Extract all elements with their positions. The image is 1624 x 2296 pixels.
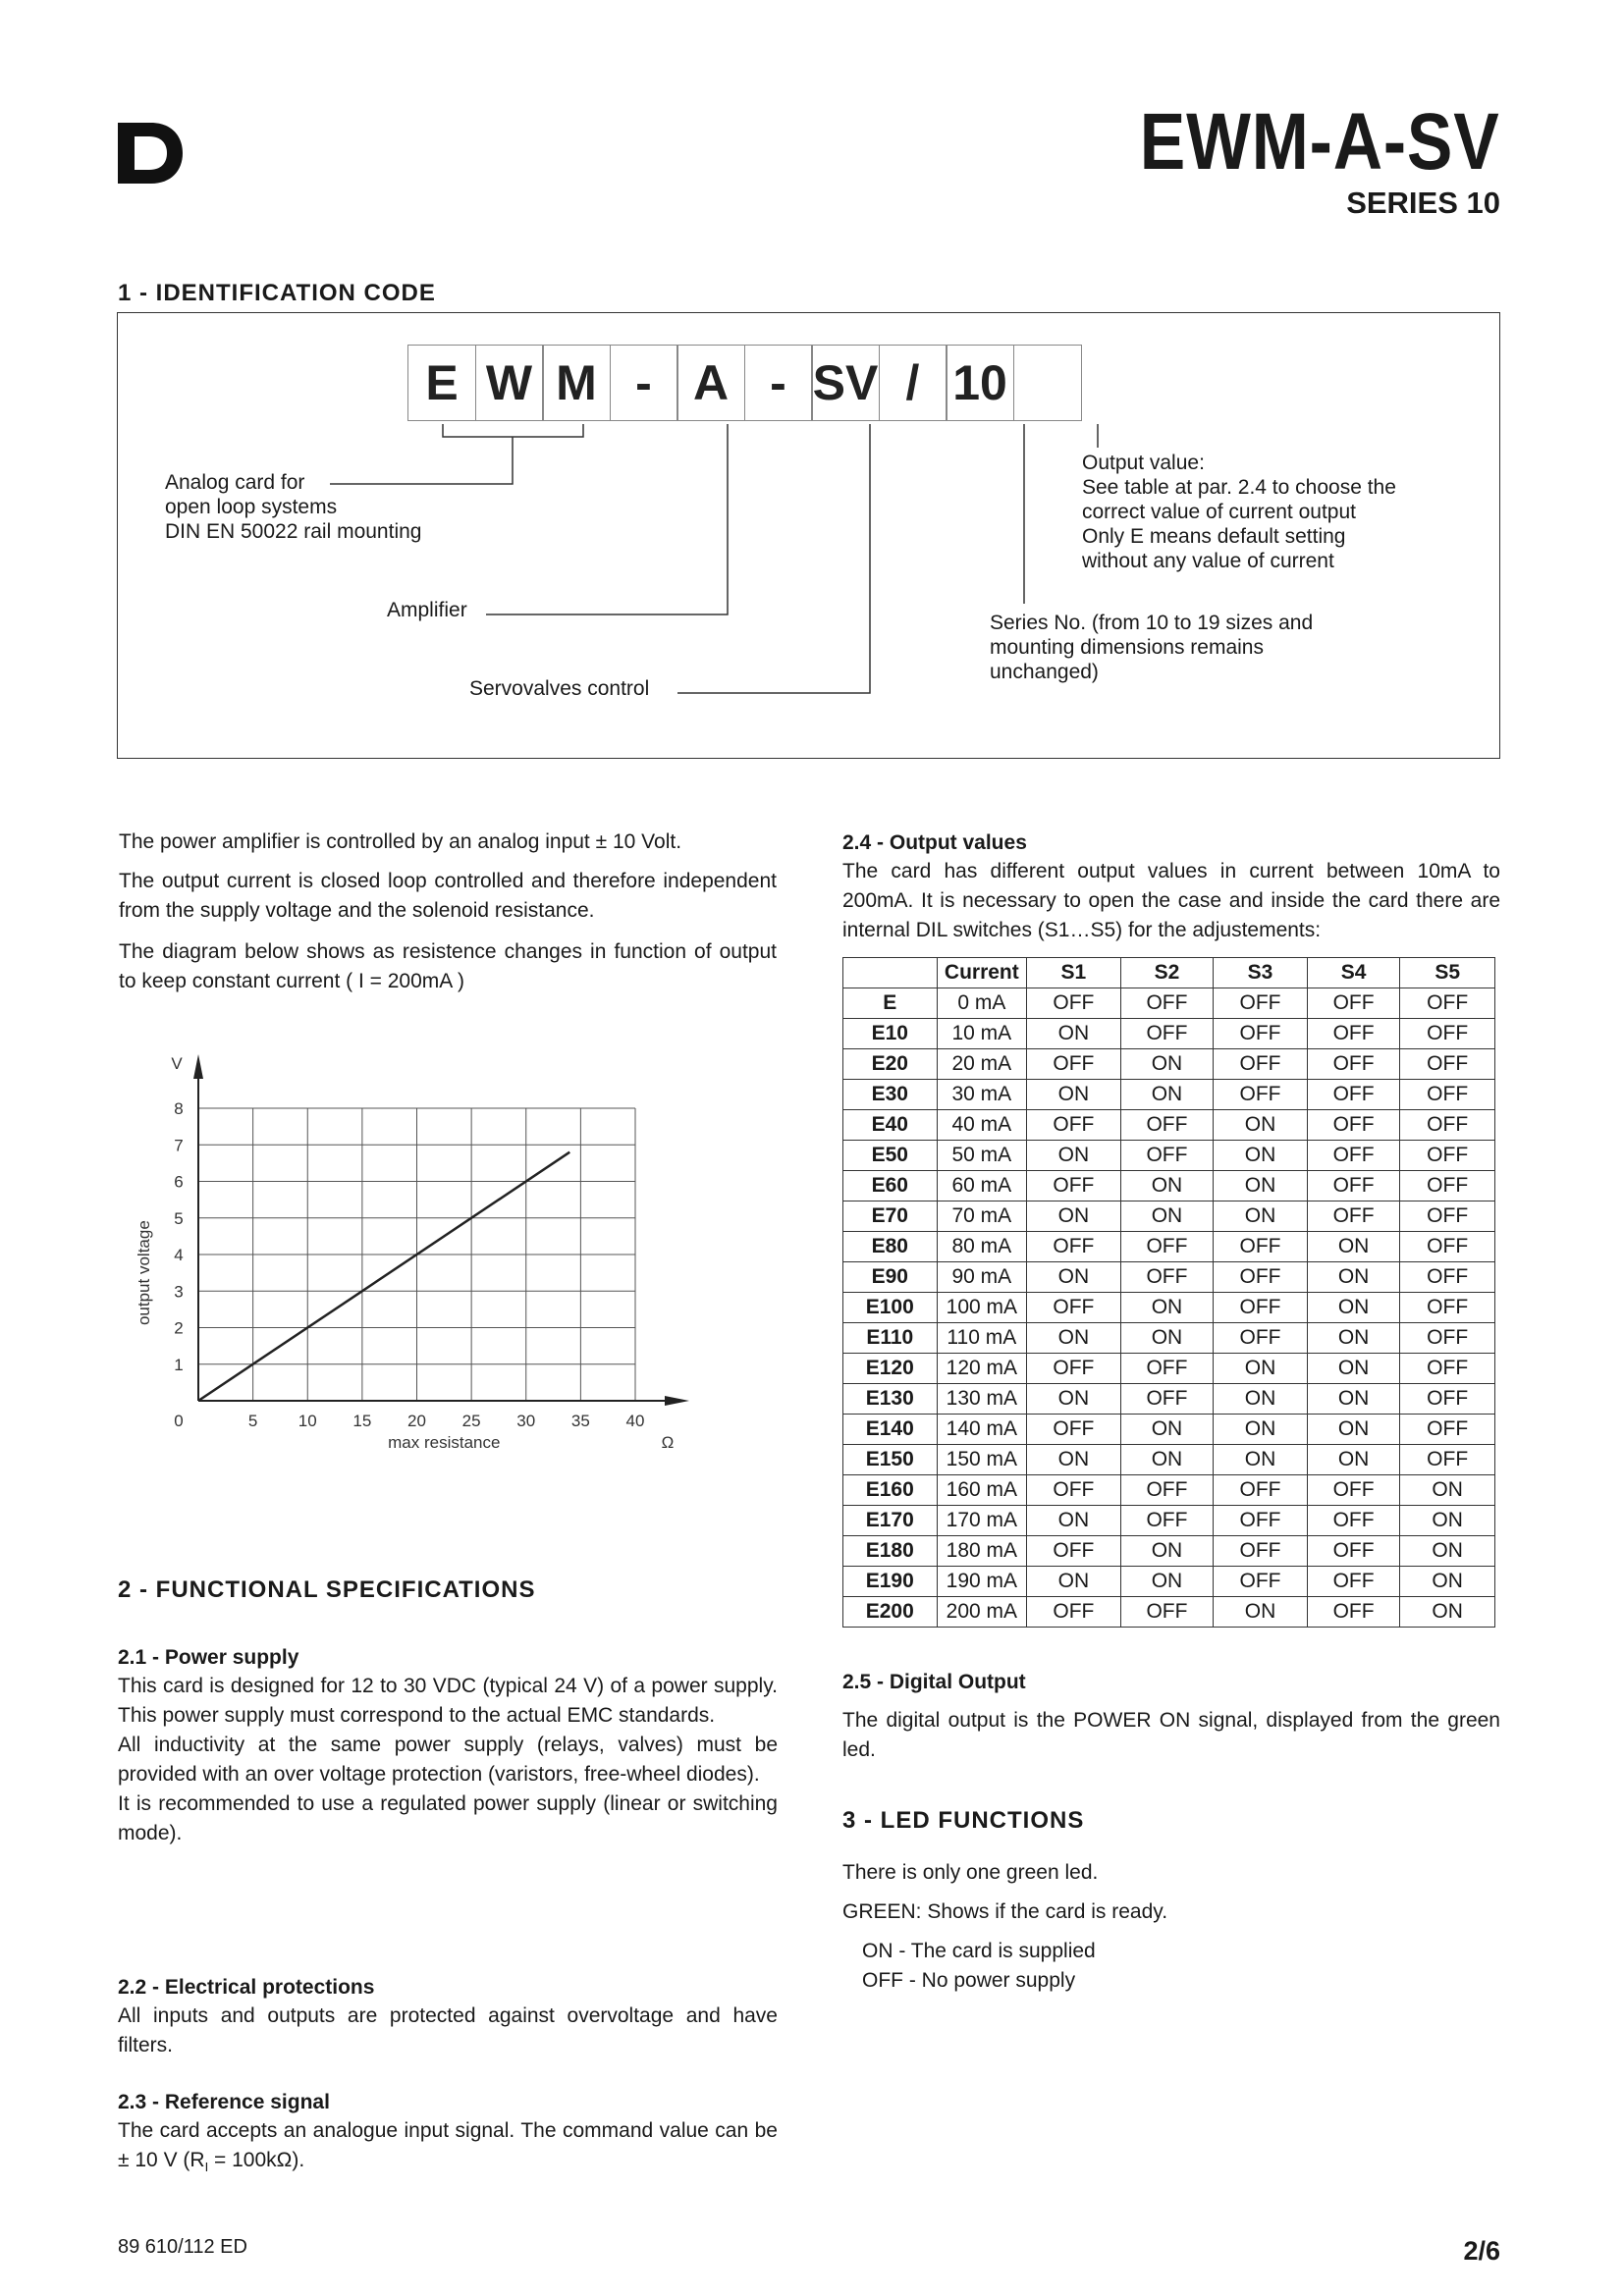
table-cell: OFF — [1307, 988, 1400, 1019]
table-cell: E110 — [843, 1323, 938, 1354]
table-cell: OFF — [1307, 1141, 1400, 1171]
table-cell: OFF — [1400, 1415, 1495, 1445]
table-cell: E40 — [843, 1110, 938, 1141]
table-cell: OFF — [1400, 1171, 1495, 1201]
table-cell: E150 — [843, 1445, 938, 1475]
table-cell: ON — [1214, 1354, 1308, 1384]
table-cell: OFF — [1214, 1475, 1308, 1506]
table-cell: OFF — [1307, 1049, 1400, 1080]
label-card-type: Analog card for open loop systems DIN EN 50022 rail mounting — [165, 471, 422, 543]
series-label: SERIES 10 — [1346, 186, 1500, 220]
table-cell: ON — [1214, 1445, 1308, 1475]
table-cell: ON — [1027, 1141, 1121, 1171]
table-row — [843, 1293, 1495, 1323]
table-cell: ON — [1027, 1080, 1121, 1110]
table-cell: 130 mA — [937, 1384, 1027, 1415]
table-cell: E140 — [843, 1415, 938, 1445]
electrical-protections-text: All inputs and outputs are protected against overvoltage and have filters. — [118, 2004, 778, 2056]
table-cell: ON — [1120, 1080, 1214, 1110]
y-tick-label: 6 — [174, 1172, 184, 1192]
table-cell: OFF — [1214, 1567, 1308, 1597]
table-row — [843, 1506, 1495, 1536]
table-header-row — [843, 958, 1495, 988]
table-cell: OFF — [1307, 1201, 1400, 1232]
table-cell: OFF — [1027, 1536, 1121, 1567]
table-row — [843, 1384, 1495, 1415]
y-tick-label: 5 — [174, 1208, 184, 1228]
table-cell: OFF — [1400, 1445, 1495, 1475]
table-cell: ON — [1214, 1141, 1308, 1171]
table-cell: E30 — [843, 1080, 938, 1110]
table-cell: E120 — [843, 1354, 938, 1384]
table-cell: 110 mA — [937, 1323, 1027, 1354]
table-cell: E60 — [843, 1171, 938, 1201]
table-header-cell: Current — [937, 958, 1027, 988]
code-cell: E — [407, 345, 476, 421]
table-cell: ON — [1214, 1415, 1308, 1445]
table-cell: E130 — [843, 1384, 938, 1415]
table-cell: 0 mA — [937, 988, 1027, 1019]
table-header-cell: S1 — [1027, 958, 1121, 988]
code-cell: - — [610, 345, 678, 421]
table-cell: OFF — [1307, 1171, 1400, 1201]
table-cell: ON — [1307, 1445, 1400, 1475]
table-cell: ON — [1120, 1536, 1214, 1567]
table-cell: ON — [1400, 1536, 1495, 1567]
table-cell: OFF — [1027, 1232, 1121, 1262]
table-cell: E50 — [843, 1141, 938, 1171]
output-values-title: 2.4 - Output values — [842, 831, 1027, 854]
y-tick-label: 2 — [174, 1318, 184, 1338]
table-cell: ON — [1307, 1262, 1400, 1293]
led-intro: There is only one green led. — [842, 1861, 1099, 1884]
led-off-state: OFF - No power supply — [862, 1969, 1076, 1992]
company-logo — [118, 123, 183, 184]
table-cell: OFF — [1400, 1019, 1495, 1049]
table-cell: OFF — [1400, 1080, 1495, 1110]
table-cell: OFF — [1027, 988, 1121, 1019]
table-row — [843, 1262, 1495, 1293]
table-cell: OFF — [1400, 1201, 1495, 1232]
table-cell: OFF — [1307, 1536, 1400, 1567]
table-cell: 90 mA — [937, 1262, 1027, 1293]
table-header-cell: S2 — [1120, 958, 1214, 988]
table-cell: ON — [1027, 1201, 1121, 1232]
table-cell: ON — [1400, 1597, 1495, 1628]
x-tick-label: 5 — [247, 1412, 258, 1430]
code-cell: 10 — [946, 345, 1014, 421]
table-cell: OFF — [1027, 1475, 1121, 1506]
table-cell: ON — [1307, 1354, 1400, 1384]
document-number: 89 610/112 ED — [118, 2236, 247, 2258]
table-cell: E180 — [843, 1536, 938, 1567]
table-cell: ON — [1307, 1232, 1400, 1262]
table-cell: ON — [1027, 1567, 1121, 1597]
table-cell: E170 — [843, 1506, 938, 1536]
table-cell: E100 — [843, 1293, 938, 1323]
table-row — [843, 1597, 1495, 1628]
table-cell: ON — [1307, 1384, 1400, 1415]
y-tick-label: 7 — [174, 1136, 184, 1155]
table-cell: E70 — [843, 1201, 938, 1232]
table-cell: OFF — [1027, 1049, 1121, 1080]
table-cell: OFF — [1307, 1597, 1400, 1628]
table-cell: E190 — [843, 1567, 938, 1597]
reference-signal-text: The card accepts an analogue input signal. The command value can be ± 10 V $(R_I = 100k\Omega)$. — [118, 2119, 778, 2175]
label-servovalves: Servovalves control — [469, 677, 650, 700]
table-cell: OFF — [1400, 1323, 1495, 1354]
table-cell: ON — [1307, 1293, 1400, 1323]
table-cell: OFF — [1027, 1597, 1121, 1628]
table-cell: ON — [1120, 1201, 1214, 1232]
table-cell: ON — [1120, 1171, 1214, 1201]
table-cell: 140 mA — [937, 1415, 1027, 1445]
series-line — [198, 1152, 569, 1401]
table-cell: OFF — [1214, 1262, 1308, 1293]
table-cell: E90 — [843, 1262, 938, 1293]
table-cell: 120 mA — [937, 1354, 1027, 1384]
table-cell: 40 mA — [937, 1110, 1027, 1141]
table-cell: OFF — [1120, 1475, 1214, 1506]
x-tick-label: 0 — [174, 1412, 184, 1430]
table-cell: OFF — [1214, 1049, 1308, 1080]
code-cell: A — [677, 345, 745, 421]
page-number: 2/6 — [1463, 2236, 1500, 2266]
table-cell: 20 mA — [937, 1049, 1027, 1080]
x-tick-label: 15 — [352, 1412, 372, 1430]
table-cell: OFF — [1307, 1506, 1400, 1536]
table-cell: 30 mA — [937, 1080, 1027, 1110]
output-values-text: The card has different output values in current between 10mA to 200mA. It is necessary to open the case and inside the card there are internal DIL switches (S1…S5) for the adjustements: — [842, 860, 1500, 941]
table-cell: OFF — [1307, 1080, 1400, 1110]
table-cell: OFF — [1120, 1232, 1214, 1262]
table-cell: 80 mA — [937, 1232, 1027, 1262]
table-cell: ON — [1400, 1567, 1495, 1597]
table-row — [843, 1415, 1495, 1445]
table-cell: 190 mA — [937, 1567, 1027, 1597]
table-cell: OFF — [1214, 1536, 1308, 1567]
table-row — [843, 1141, 1495, 1171]
table-cell: OFF — [1120, 1262, 1214, 1293]
table-cell: OFF — [1027, 1171, 1121, 1201]
power-supply-title: 2.1 - Power supply — [118, 1646, 299, 1669]
table-cell: OFF — [1214, 1080, 1308, 1110]
table-header-cell: S4 — [1307, 958, 1400, 988]
code-cell: SV — [811, 345, 880, 421]
intro-paragraph-3: The diagram below shows as resistence changes in function of output to keep constant current ( I = 200mA ) — [119, 940, 777, 992]
table-row — [843, 1354, 1495, 1384]
digital-output-title: 2.5 - Digital Output — [842, 1671, 1026, 1693]
table-cell: 50 mA — [937, 1141, 1027, 1171]
x-tick-label: 25 — [461, 1412, 481, 1430]
electrical-protections-title: 2.2 - Electrical protections — [118, 1976, 375, 1999]
table-cell: ON — [1120, 1567, 1214, 1597]
table-cell: 160 mA — [937, 1475, 1027, 1506]
intro-paragraph-1: The power amplifier is controlled by an analog input ± 10 Volt. — [119, 830, 682, 853]
code-cell: M — [542, 345, 611, 421]
table-cell: OFF — [1307, 1110, 1400, 1141]
table-cell: 70 mA — [937, 1201, 1027, 1232]
table-cell: OFF — [1214, 1293, 1308, 1323]
x-tick-label: 40 — [625, 1412, 645, 1430]
y-unit-label: V — [171, 1054, 183, 1073]
label-amplifier: Amplifier — [387, 599, 467, 621]
table-cell: ON — [1120, 1293, 1214, 1323]
table-cell: OFF — [1400, 1110, 1495, 1141]
table-cell: OFF — [1120, 1506, 1214, 1536]
table-cell: OFF — [1120, 1110, 1214, 1141]
table-cell: ON — [1120, 1445, 1214, 1475]
table-cell: 100 mA — [937, 1293, 1027, 1323]
table-cell: 150 mA — [937, 1445, 1027, 1475]
table-cell: 60 mA — [937, 1171, 1027, 1201]
table-cell: ON — [1214, 1384, 1308, 1415]
table-cell: 200 mA — [937, 1597, 1027, 1628]
identification-code-box — [117, 312, 1500, 759]
table-cell: ON — [1027, 1506, 1121, 1536]
x-tick-label: 20 — [407, 1412, 426, 1430]
table-row — [843, 988, 1495, 1019]
table-cell: E20 — [843, 1049, 938, 1080]
table-cell: OFF — [1214, 1019, 1308, 1049]
table-row — [843, 1019, 1495, 1049]
table-cell: OFF — [1120, 1597, 1214, 1628]
table-cell: 170 mA — [937, 1506, 1027, 1536]
label-output-value: Output value: See table at par. 2.4 to choose the correct value of current output Only E means default setting without any value of current — [1082, 452, 1396, 572]
table-row — [843, 1536, 1495, 1567]
table-cell: ON — [1120, 1049, 1214, 1080]
table-cell: OFF — [1027, 1293, 1121, 1323]
table-cell: OFF — [1400, 1141, 1495, 1171]
table-cell: OFF — [1307, 1019, 1400, 1049]
product-title: EWM-A-SV — [1140, 97, 1500, 187]
table-row — [843, 1080, 1495, 1110]
table-cell: OFF — [1027, 1415, 1121, 1445]
table-cell: E200 — [843, 1597, 938, 1628]
table-row — [843, 1475, 1495, 1506]
table-cell: OFF — [1214, 988, 1308, 1019]
table-cell: ON — [1400, 1475, 1495, 1506]
table-cell: 10 mA — [937, 1019, 1027, 1049]
table-cell: OFF — [1400, 1049, 1495, 1080]
table-cell: ON — [1307, 1415, 1400, 1445]
x-axis-arrow — [665, 1396, 689, 1406]
table-row — [843, 1232, 1495, 1262]
output-values-table — [842, 957, 1495, 1628]
table-cell: ON — [1307, 1323, 1400, 1354]
table-row — [843, 1323, 1495, 1354]
table-cell: ON — [1214, 1597, 1308, 1628]
table-cell: ON — [1214, 1110, 1308, 1141]
section1-heading: 1 - IDENTIFICATION CODE — [118, 280, 436, 306]
table-cell: OFF — [1214, 1232, 1308, 1262]
y-axis-arrow — [193, 1054, 203, 1079]
code-cell: - — [744, 345, 813, 421]
code-cell: W — [475, 345, 544, 421]
table-cell: OFF — [1400, 1354, 1495, 1384]
y-tick-label: 1 — [174, 1355, 184, 1374]
table-cell: OFF — [1307, 1567, 1400, 1597]
table-cell: OFF — [1120, 1384, 1214, 1415]
table-cell: OFF — [1027, 1354, 1121, 1384]
table-cell: OFF — [1400, 1384, 1495, 1415]
table-cell: ON — [1027, 1384, 1121, 1415]
table-cell: E — [843, 988, 938, 1019]
table-cell: ON — [1214, 1171, 1308, 1201]
x-tick-label: 30 — [516, 1412, 536, 1430]
table-cell: E10 — [843, 1019, 938, 1049]
table-header-cell: S3 — [1214, 958, 1308, 988]
table-cell: OFF — [1120, 1019, 1214, 1049]
table-cell: E160 — [843, 1475, 938, 1506]
table-cell: OFF — [1027, 1110, 1121, 1141]
table-cell: OFF — [1214, 1506, 1308, 1536]
table-cell: OFF — [1307, 1475, 1400, 1506]
reference-signal-title: 2.3 - Reference signal — [118, 2091, 330, 2113]
table-row — [843, 1567, 1495, 1597]
table-header-cell: S5 — [1400, 958, 1495, 988]
table-cell: OFF — [1400, 1293, 1495, 1323]
table-header-cell — [843, 958, 938, 988]
y-axis-title: output voltage — [135, 1220, 153, 1326]
table-cell: ON — [1214, 1201, 1308, 1232]
table-cell: OFF — [1120, 1354, 1214, 1384]
table-cell: ON — [1027, 1262, 1121, 1293]
y-tick-label: 4 — [174, 1246, 184, 1264]
power-supply-text: This card is designed for 12 to 30 VDC (typical 24 V) of a power supply. This power supply must correspond to the actual EMC standards. All inductivity at the same power supply (relays, valves) must be provided with an over voltage protection (varistors, free-wheel diodes). It is recommended to use a regulated power supply (linear or switching mode). — [118, 1675, 778, 1844]
table-row — [843, 1049, 1495, 1080]
x-tick-label: 10 — [298, 1412, 317, 1430]
x-axis-title: max resistance — [388, 1433, 501, 1452]
digital-output-text: The digital output is the POWER ON signal, displayed from the green led. — [842, 1709, 1500, 1761]
table-cell: OFF — [1120, 1141, 1214, 1171]
table-cell: ON — [1027, 1323, 1121, 1354]
table-cell: OFF — [1120, 988, 1214, 1019]
x-tick-label: 35 — [570, 1412, 590, 1430]
led-green-desc: GREEN: Shows if the card is ready. — [842, 1900, 1168, 1923]
table-cell: OFF — [1400, 1232, 1495, 1262]
table-cell: ON — [1120, 1415, 1214, 1445]
table-row — [843, 1445, 1495, 1475]
code-cell: / — [879, 345, 947, 421]
table-row — [843, 1110, 1495, 1141]
table-row — [843, 1171, 1495, 1201]
led-on-state: ON - The card is supplied — [862, 1940, 1096, 1962]
table-cell: ON — [1400, 1506, 1495, 1536]
table-cell: OFF — [1214, 1323, 1308, 1354]
table-cell: OFF — [1400, 988, 1495, 1019]
section3-heading: 3 - LED FUNCTIONS — [842, 1807, 1085, 1834]
table-cell: ON — [1027, 1019, 1121, 1049]
table-cell: 180 mA — [937, 1536, 1027, 1567]
label-series-no: Series No. (from 10 to 19 sizes and mounting dimensions remains unchanged) — [990, 612, 1314, 683]
section2-heading: 2 - FUNCTIONAL SPECIFICATIONS — [118, 1576, 536, 1603]
y-tick-label: 8 — [174, 1099, 184, 1118]
table-cell: ON — [1120, 1323, 1214, 1354]
table-cell: ON — [1027, 1445, 1121, 1475]
x-unit-label: Ω — [661, 1433, 675, 1452]
y-tick-label: 3 — [174, 1282, 184, 1302]
table-cell: E80 — [843, 1232, 938, 1262]
intro-paragraph-2: The output current is closed loop controlled and therefore independent from the supply voltage and the solenoid resistance. — [119, 870, 777, 922]
resistance-voltage-chart — [118, 1036, 707, 1477]
table-row — [843, 1201, 1495, 1232]
table-cell: OFF — [1400, 1262, 1495, 1293]
